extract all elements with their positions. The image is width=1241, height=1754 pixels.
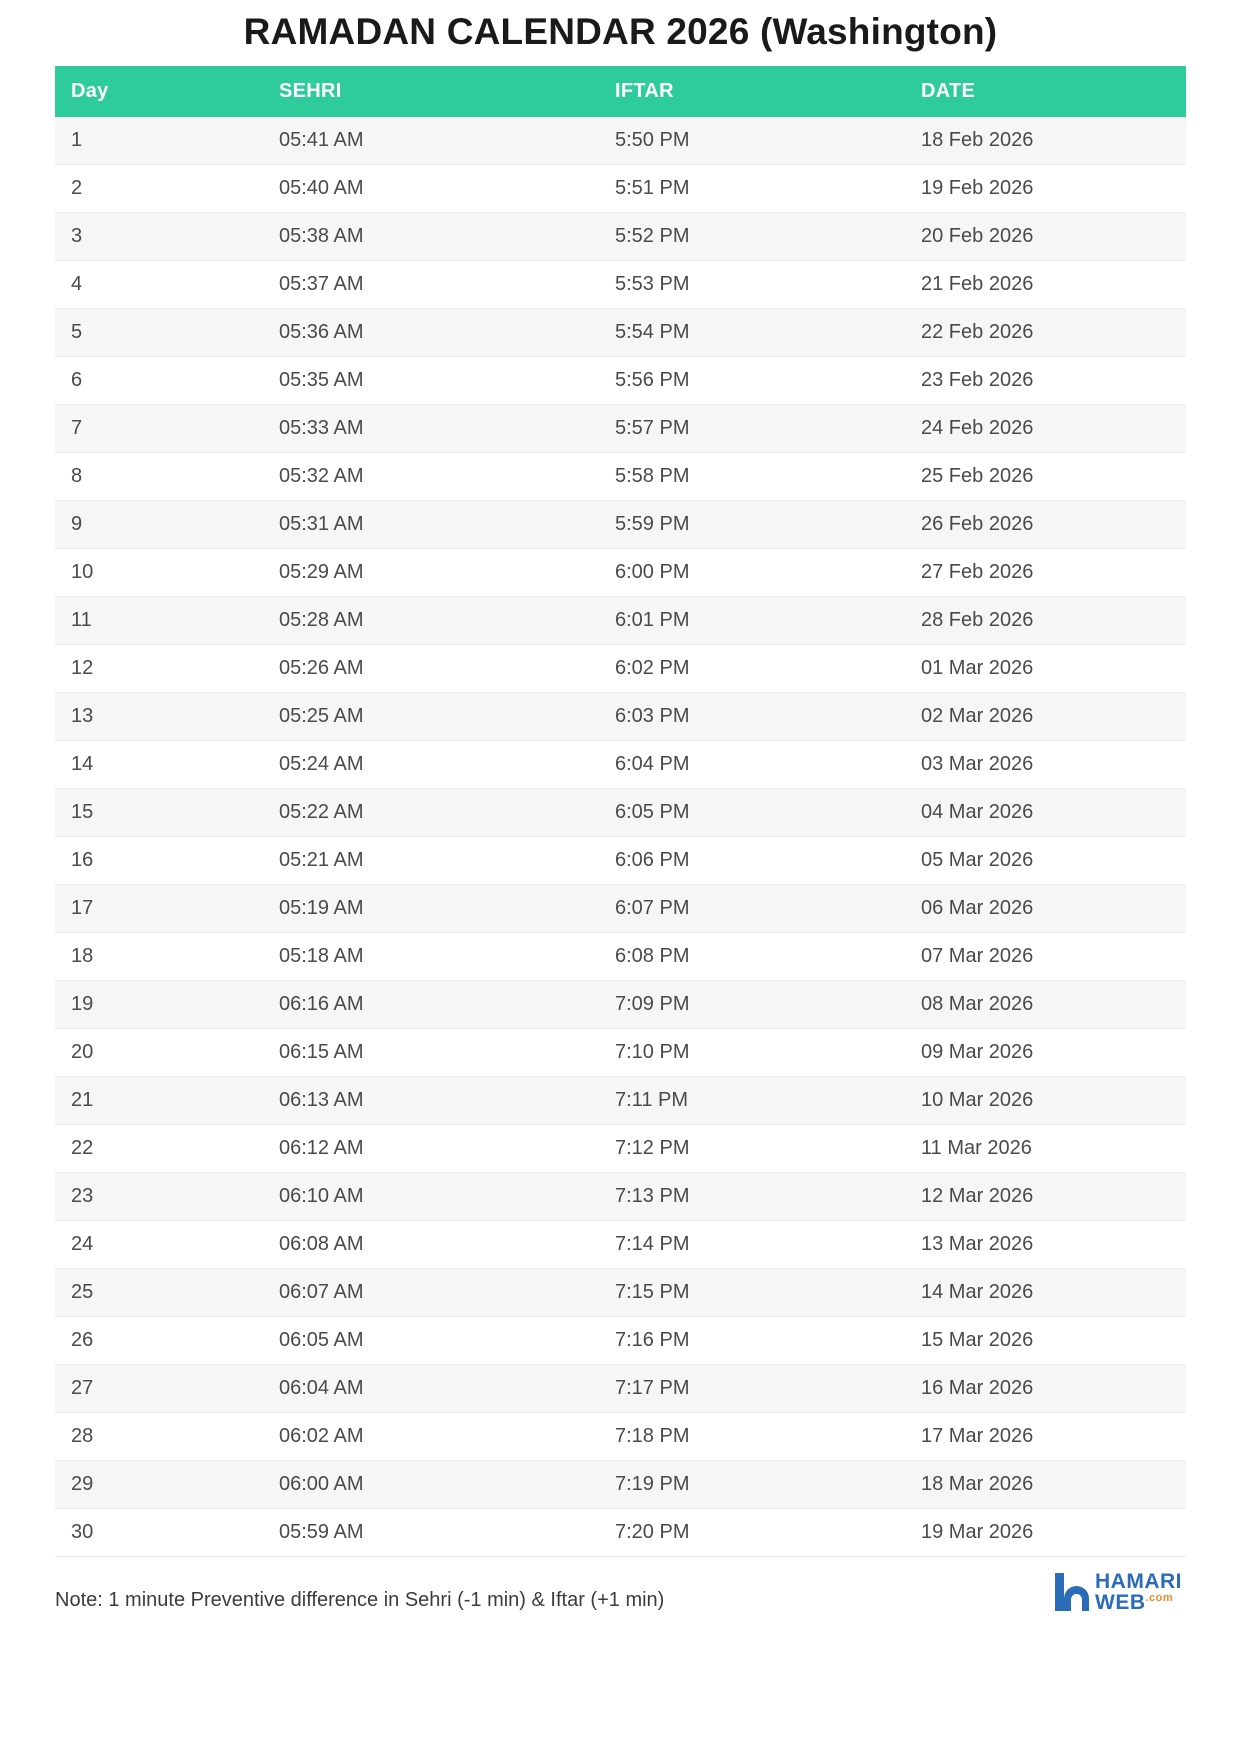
- cell-day: 2: [55, 165, 261, 213]
- cell-date: 27 Feb 2026: [905, 549, 1186, 597]
- cell-iftar: 7:17 PM: [599, 1365, 905, 1413]
- column-header-date: DATE: [905, 66, 1186, 117]
- page-title: RAMADAN CALENDAR 2026 (Washington): [243, 11, 998, 52]
- cell-sehri: 05:28 AM: [261, 597, 599, 645]
- logo-domain-suffix: .com: [1145, 1592, 1174, 1605]
- cell-sehri: 06:16 AM: [261, 981, 599, 1029]
- cell-sehri: 05:59 AM: [261, 1509, 599, 1557]
- cell-day: 26: [55, 1317, 261, 1365]
- cell-iftar: 7:15 PM: [599, 1269, 905, 1317]
- table-row: [55, 933, 1186, 981]
- cell-date: 05 Mar 2026: [905, 837, 1186, 885]
- cell-sehri: 06:00 AM: [261, 1461, 599, 1509]
- table-row: [55, 1509, 1186, 1557]
- table-row: [55, 213, 1186, 261]
- table-row: [55, 1461, 1186, 1509]
- cell-date: 23 Feb 2026: [905, 357, 1186, 405]
- cell-iftar: 5:58 PM: [599, 453, 905, 501]
- cell-day: 11: [55, 597, 261, 645]
- cell-day: 21: [55, 1077, 261, 1125]
- cell-iftar: 7:13 PM: [599, 1173, 905, 1221]
- cell-date: 11 Mar 2026: [905, 1125, 1186, 1173]
- cell-day: 12: [55, 645, 261, 693]
- cell-sehri: 05:31 AM: [261, 501, 599, 549]
- cell-sehri: 06:10 AM: [261, 1173, 599, 1221]
- cell-sehri: 05:36 AM: [261, 309, 599, 357]
- cell-date: 06 Mar 2026: [905, 885, 1186, 933]
- table-row: [55, 357, 1186, 405]
- cell-day: 14: [55, 741, 261, 789]
- table-row: [55, 309, 1186, 357]
- cell-date: 22 Feb 2026: [905, 309, 1186, 357]
- cell-sehri: 05:35 AM: [261, 357, 599, 405]
- table-row: [55, 165, 1186, 213]
- cell-iftar: 5:52 PM: [599, 213, 905, 261]
- table-row: [55, 261, 1186, 309]
- cell-date: 09 Mar 2026: [905, 1029, 1186, 1077]
- cell-date: 14 Mar 2026: [905, 1269, 1186, 1317]
- cell-day: 4: [55, 261, 261, 309]
- cell-iftar: 6:03 PM: [599, 693, 905, 741]
- cell-sehri: 05:41 AM: [261, 117, 599, 165]
- cell-day: 6: [55, 357, 261, 405]
- cell-iftar: 6:07 PM: [599, 885, 905, 933]
- table-row: [55, 597, 1186, 645]
- cell-date: 01 Mar 2026: [905, 645, 1186, 693]
- table-row: [55, 885, 1186, 933]
- logo-line-1: HAMARI: [1095, 1570, 1182, 1594]
- table-row: [55, 1413, 1186, 1461]
- cell-day: 3: [55, 213, 261, 261]
- cell-iftar: 7:19 PM: [599, 1461, 905, 1509]
- cell-date: 16 Mar 2026: [905, 1365, 1186, 1413]
- logo-mark-icon: [1055, 1573, 1089, 1611]
- table-row: [55, 645, 1186, 693]
- cell-iftar: 7:18 PM: [599, 1413, 905, 1461]
- table-row: [55, 1365, 1186, 1413]
- cell-sehri: 05:33 AM: [261, 405, 599, 453]
- table-row: [55, 1029, 1186, 1077]
- cell-date: 13 Mar 2026: [905, 1221, 1186, 1269]
- table-row: [55, 1317, 1186, 1365]
- cell-iftar: 7:09 PM: [599, 981, 905, 1029]
- cell-day: 23: [55, 1173, 261, 1221]
- cell-date: 02 Mar 2026: [905, 693, 1186, 741]
- cell-date: 18 Mar 2026: [905, 1461, 1186, 1509]
- cell-sehri: 05:21 AM: [261, 837, 599, 885]
- cell-date: 12 Mar 2026: [905, 1173, 1186, 1221]
- cell-sehri: 06:13 AM: [261, 1077, 599, 1125]
- cell-date: 26 Feb 2026: [905, 501, 1186, 549]
- cell-iftar: 5:51 PM: [599, 165, 905, 213]
- cell-sehri: 06:02 AM: [261, 1413, 599, 1461]
- cell-date: 15 Mar 2026: [905, 1317, 1186, 1365]
- cell-day: 25: [55, 1269, 261, 1317]
- cell-date: 20 Feb 2026: [905, 213, 1186, 261]
- cell-iftar: 7:16 PM: [599, 1317, 905, 1365]
- cell-day: 28: [55, 1413, 261, 1461]
- cell-day: 16: [55, 837, 261, 885]
- hamariweb-logo: [1055, 1571, 1186, 1613]
- cell-sehri: 05:19 AM: [261, 885, 599, 933]
- table-row: [55, 1173, 1186, 1221]
- cell-iftar: 7:10 PM: [599, 1029, 905, 1077]
- cell-day: 5: [55, 309, 261, 357]
- cell-date: 17 Mar 2026: [905, 1413, 1186, 1461]
- footer-note: Note: 1 minute Preventive difference in Sehri (-1 min) & Iftar (+1 min): [55, 1589, 665, 1612]
- logo-text: [1095, 1571, 1182, 1613]
- cell-date: 10 Mar 2026: [905, 1077, 1186, 1125]
- cell-day: 22: [55, 1125, 261, 1173]
- logo-line-2: [1095, 1592, 1182, 1613]
- cell-iftar: 5:50 PM: [599, 117, 905, 165]
- cell-iftar: 7:14 PM: [599, 1221, 905, 1269]
- cell-sehri: 06:05 AM: [261, 1317, 599, 1365]
- cell-day: 19: [55, 981, 261, 1029]
- cell-sehri: 06:07 AM: [261, 1269, 599, 1317]
- cell-iftar: 7:12 PM: [599, 1125, 905, 1173]
- cell-sehri: 05:38 AM: [261, 213, 599, 261]
- cell-sehri: 05:29 AM: [261, 549, 599, 597]
- cell-iftar: 6:04 PM: [599, 741, 905, 789]
- cell-day: 7: [55, 405, 261, 453]
- table-row: [55, 1269, 1186, 1317]
- cell-iftar: 6:01 PM: [599, 597, 905, 645]
- cell-iftar: 6:02 PM: [599, 645, 905, 693]
- table-row: [55, 981, 1186, 1029]
- cell-sehri: 05:26 AM: [261, 645, 599, 693]
- table-row: [55, 1221, 1186, 1269]
- page-footer: [55, 1557, 1186, 1613]
- cell-date: 07 Mar 2026: [905, 933, 1186, 981]
- cell-iftar: 5:54 PM: [599, 309, 905, 357]
- cell-day: 27: [55, 1365, 261, 1413]
- cell-sehri: 05:24 AM: [261, 741, 599, 789]
- cell-sehri: 05:22 AM: [261, 789, 599, 837]
- cell-day: 13: [55, 693, 261, 741]
- cell-date: 25 Feb 2026: [905, 453, 1186, 501]
- cell-sehri: 05:25 AM: [261, 693, 599, 741]
- cell-sehri: 05:40 AM: [261, 165, 599, 213]
- cell-sehri: 05:18 AM: [261, 933, 599, 981]
- cell-sehri: 06:12 AM: [261, 1125, 599, 1173]
- column-header-sehri: SEHRI: [261, 66, 599, 117]
- table-row: [55, 549, 1186, 597]
- table-header-row: [55, 66, 1186, 117]
- cell-date: 18 Feb 2026: [905, 117, 1186, 165]
- table-row: [55, 1125, 1186, 1173]
- cell-iftar: 5:57 PM: [599, 405, 905, 453]
- cell-day: 18: [55, 933, 261, 981]
- cell-day: 10: [55, 549, 261, 597]
- ramadan-timetable: [55, 66, 1186, 1557]
- cell-sehri: 05:37 AM: [261, 261, 599, 309]
- cell-sehri: 06:04 AM: [261, 1365, 599, 1413]
- cell-iftar: 6:05 PM: [599, 789, 905, 837]
- column-header-day: Day: [55, 66, 261, 117]
- cell-day: 29: [55, 1461, 261, 1509]
- cell-date: 19 Feb 2026: [905, 165, 1186, 213]
- cell-date: 19 Mar 2026: [905, 1509, 1186, 1557]
- cell-day: 1: [55, 117, 261, 165]
- table-row: [55, 117, 1186, 165]
- cell-iftar: 7:20 PM: [599, 1509, 905, 1557]
- table-row: [55, 453, 1186, 501]
- cell-iftar: 6:00 PM: [599, 549, 905, 597]
- cell-iftar: 5:59 PM: [599, 501, 905, 549]
- table-body: [55, 117, 1186, 1557]
- cell-iftar: 7:11 PM: [599, 1077, 905, 1125]
- cell-day: 17: [55, 885, 261, 933]
- table-row: [55, 741, 1186, 789]
- cell-date: 24 Feb 2026: [905, 405, 1186, 453]
- cell-date: 03 Mar 2026: [905, 741, 1186, 789]
- cell-iftar: 6:08 PM: [599, 933, 905, 981]
- cell-sehri: 05:32 AM: [261, 453, 599, 501]
- cell-iftar: 5:56 PM: [599, 357, 905, 405]
- cell-day: 24: [55, 1221, 261, 1269]
- cell-iftar: 5:53 PM: [599, 261, 905, 309]
- cell-date: 04 Mar 2026: [905, 789, 1186, 837]
- cell-iftar: 6:06 PM: [599, 837, 905, 885]
- table-row: [55, 693, 1186, 741]
- table-row: [55, 789, 1186, 837]
- cell-day: 15: [55, 789, 261, 837]
- table-row: [55, 1077, 1186, 1125]
- cell-day: 8: [55, 453, 261, 501]
- cell-day: 20: [55, 1029, 261, 1077]
- table-row: [55, 501, 1186, 549]
- table-row: [55, 405, 1186, 453]
- cell-sehri: 06:08 AM: [261, 1221, 599, 1269]
- column-header-iftar: IFTAR: [599, 66, 905, 117]
- cell-day: 30: [55, 1509, 261, 1557]
- cell-day: 9: [55, 501, 261, 549]
- table-row: [55, 837, 1186, 885]
- cell-date: 21 Feb 2026: [905, 261, 1186, 309]
- table-header: [55, 66, 1186, 117]
- logo-line-2-word: WEB: [1095, 1591, 1146, 1615]
- cell-date: 28 Feb 2026: [905, 597, 1186, 645]
- cell-date: 08 Mar 2026: [905, 981, 1186, 1029]
- cell-sehri: 06:15 AM: [261, 1029, 599, 1077]
